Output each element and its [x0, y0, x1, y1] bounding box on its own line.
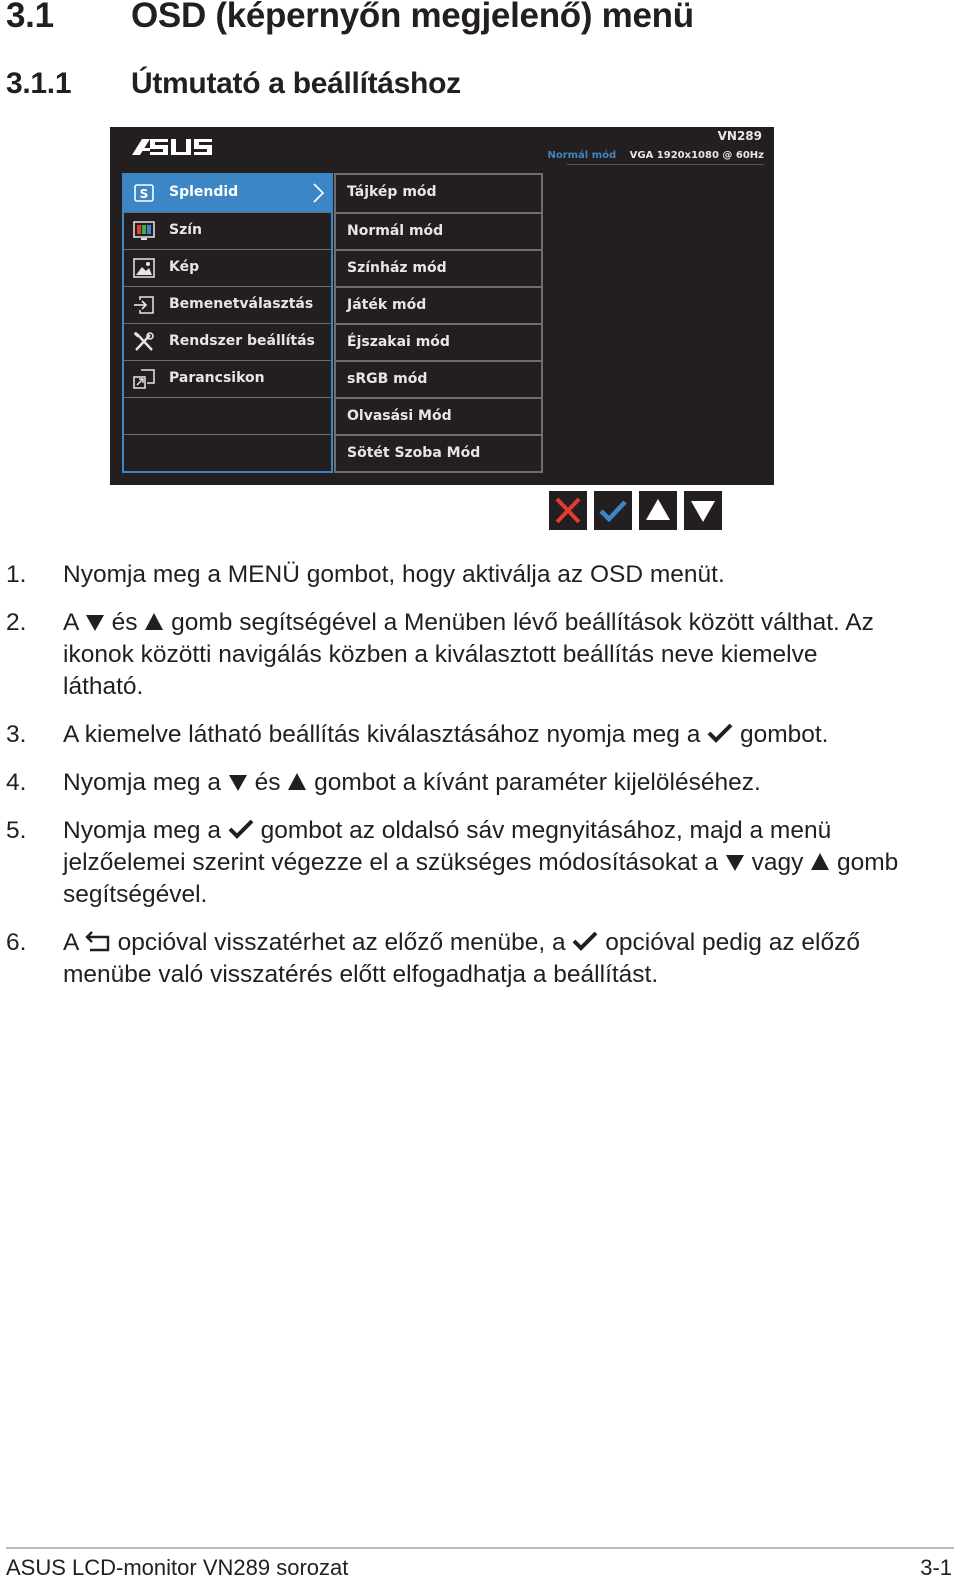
submenu-item[interactable]: Olvasási Mód: [336, 397, 541, 434]
page-number: 3-1: [920, 1555, 952, 1580]
up-button[interactable]: [639, 491, 677, 530]
triangle-down-icon: [684, 491, 722, 530]
menu-item-image[interactable]: [124, 249, 331, 286]
menu-item-color[interactable]: [124, 212, 331, 249]
step-text-part: A: [63, 609, 85, 636]
triangle-up-icon: [144, 612, 164, 632]
submenu-item[interactable]: sRGB mód: [336, 360, 541, 397]
osd-menu-illustration: [110, 127, 774, 485]
check-icon: [228, 818, 254, 840]
triangle-down-icon: [228, 772, 248, 792]
section-number: 3.1: [6, 0, 54, 35]
menu-item-shortcut[interactable]: [124, 360, 331, 397]
step-number: 6.: [6, 929, 27, 956]
step-text-part: gomb segítségével.: [63, 849, 899, 908]
step-text-part: gombot a kívánt paraméter kijelöléséhez.: [307, 769, 761, 796]
step-text: [63, 767, 903, 799]
footer-divider: [6, 1547, 954, 1549]
asus-logo: [128, 135, 214, 157]
triangle-down-icon: [85, 612, 105, 632]
status-bar: [547, 150, 764, 161]
step-text: [63, 607, 903, 703]
submenu-item[interactable]: Játék mód: [336, 286, 541, 323]
check-icon: [572, 930, 598, 952]
step-text-part: és: [247, 769, 288, 796]
instruction-step: [0, 927, 960, 991]
menu-item-system-setup[interactable]: [124, 323, 331, 360]
current-mode: Normál mód: [547, 150, 617, 161]
instruction-step: [0, 607, 960, 703]
wrench-screwdriver-icon: [133, 332, 155, 352]
step-text: [63, 719, 903, 751]
down-button[interactable]: [684, 491, 722, 530]
step-text: [63, 559, 903, 591]
submenu-item[interactable]: Sötét Szoba Mód: [336, 434, 541, 471]
triangle-down-icon: [725, 852, 745, 872]
model-name: VN289: [717, 129, 762, 143]
check-icon: [594, 491, 632, 530]
submenu-item[interactable]: Normál mód: [336, 212, 541, 249]
step-text-part: gomb segítségével a Menüben lévő beállítások között válthat. Az ikonok közötti navigálás közben a kiválasztott beállítás neve kiemelve látható.: [63, 609, 874, 700]
footer-title: ASUS LCD-monitor VN289 sorozat: [6, 1555, 349, 1580]
main-menu: [122, 173, 333, 473]
check-icon: [707, 722, 733, 744]
step-number: 3.: [6, 721, 27, 748]
instruction-step: [0, 767, 960, 799]
step-number: 5.: [6, 817, 27, 844]
confirm-button[interactable]: [594, 491, 632, 530]
image-icon: [133, 258, 155, 278]
input-select-icon: [133, 295, 155, 315]
step-text: [63, 927, 903, 991]
svg-text:S: S: [139, 187, 149, 201]
section-title: OSD (képernyőn megjelenő) menü: [131, 0, 694, 35]
color-icon: [133, 221, 155, 241]
triangle-up-icon: [639, 491, 677, 530]
close-button[interactable]: [549, 491, 587, 530]
triangle-up-icon: [287, 772, 307, 792]
submenu-item[interactable]: Éjszakai mód: [336, 323, 541, 360]
menu-item-label: Szín: [169, 222, 202, 238]
status-divider: [567, 164, 764, 165]
subsection-number: 3.1.1: [6, 67, 72, 100]
step-text-part: A: [63, 929, 85, 956]
close-x-icon: [549, 491, 587, 530]
menu-item-label: Bemenetválasztás: [169, 296, 314, 312]
step-text-part: gombot.: [733, 721, 829, 748]
instruction-step: [0, 719, 960, 751]
menu-item-input-select[interactable]: [124, 286, 331, 323]
subsection-title: Útmutató a beállításhoz: [131, 67, 461, 100]
menu-item-label: Splendid: [169, 184, 239, 200]
return-arrow-icon: [85, 930, 111, 952]
instruction-list: [0, 559, 960, 1007]
osd-button-legend: [549, 491, 722, 530]
menu-item-empty: [124, 397, 331, 434]
splendid-icon: [133, 183, 155, 203]
triangle-up-icon: [810, 852, 830, 872]
step-text-part: Nyomja meg a: [63, 769, 228, 796]
step-text-part: opcióval visszatérhet az előző menübe, a: [110, 929, 573, 956]
step-text-part: vagy: [744, 849, 811, 876]
menu-item-splendid[interactable]: [124, 175, 331, 212]
splendid-submenu: [334, 173, 543, 473]
menu-item-empty: [124, 434, 331, 471]
step-text-part: Nyomja meg a MENÜ gombot, hogy aktiválja az OSD menüt.: [63, 561, 725, 588]
instruction-step: [0, 559, 960, 591]
submenu-item[interactable]: Tájkép mód: [347, 184, 437, 200]
step-text: [63, 815, 903, 911]
menu-item-label: Parancsikon: [169, 370, 265, 386]
step-number: 2.: [6, 609, 27, 636]
step-text-part: opcióval pedig az előző menübe való visszatérés előtt elfogadhatja a beállítást.: [63, 929, 860, 988]
chevron-right-icon: [311, 182, 325, 204]
instruction-step: [0, 815, 960, 911]
signal-info: VGA 1920x1080 @ 60Hz: [629, 150, 764, 161]
step-number: 4.: [6, 769, 27, 796]
step-number: 1.: [6, 561, 27, 588]
submenu-item[interactable]: Színház mód: [336, 249, 541, 286]
step-text-part: és: [104, 609, 145, 636]
step-text-part: gombot az oldalsó sáv megnyitásához, majd a menü jelzőelemei szerint végezze el a szükséges módosításokat a: [63, 817, 832, 876]
menu-item-label: Rendszer beállítás: [169, 333, 315, 349]
shortcut-icon: [133, 369, 155, 389]
step-text-part: Nyomja meg a: [63, 817, 228, 844]
menu-item-label: Kép: [169, 259, 200, 275]
step-text-part: A kiemelve látható beállítás kiválasztásához nyomja meg a: [63, 721, 708, 748]
